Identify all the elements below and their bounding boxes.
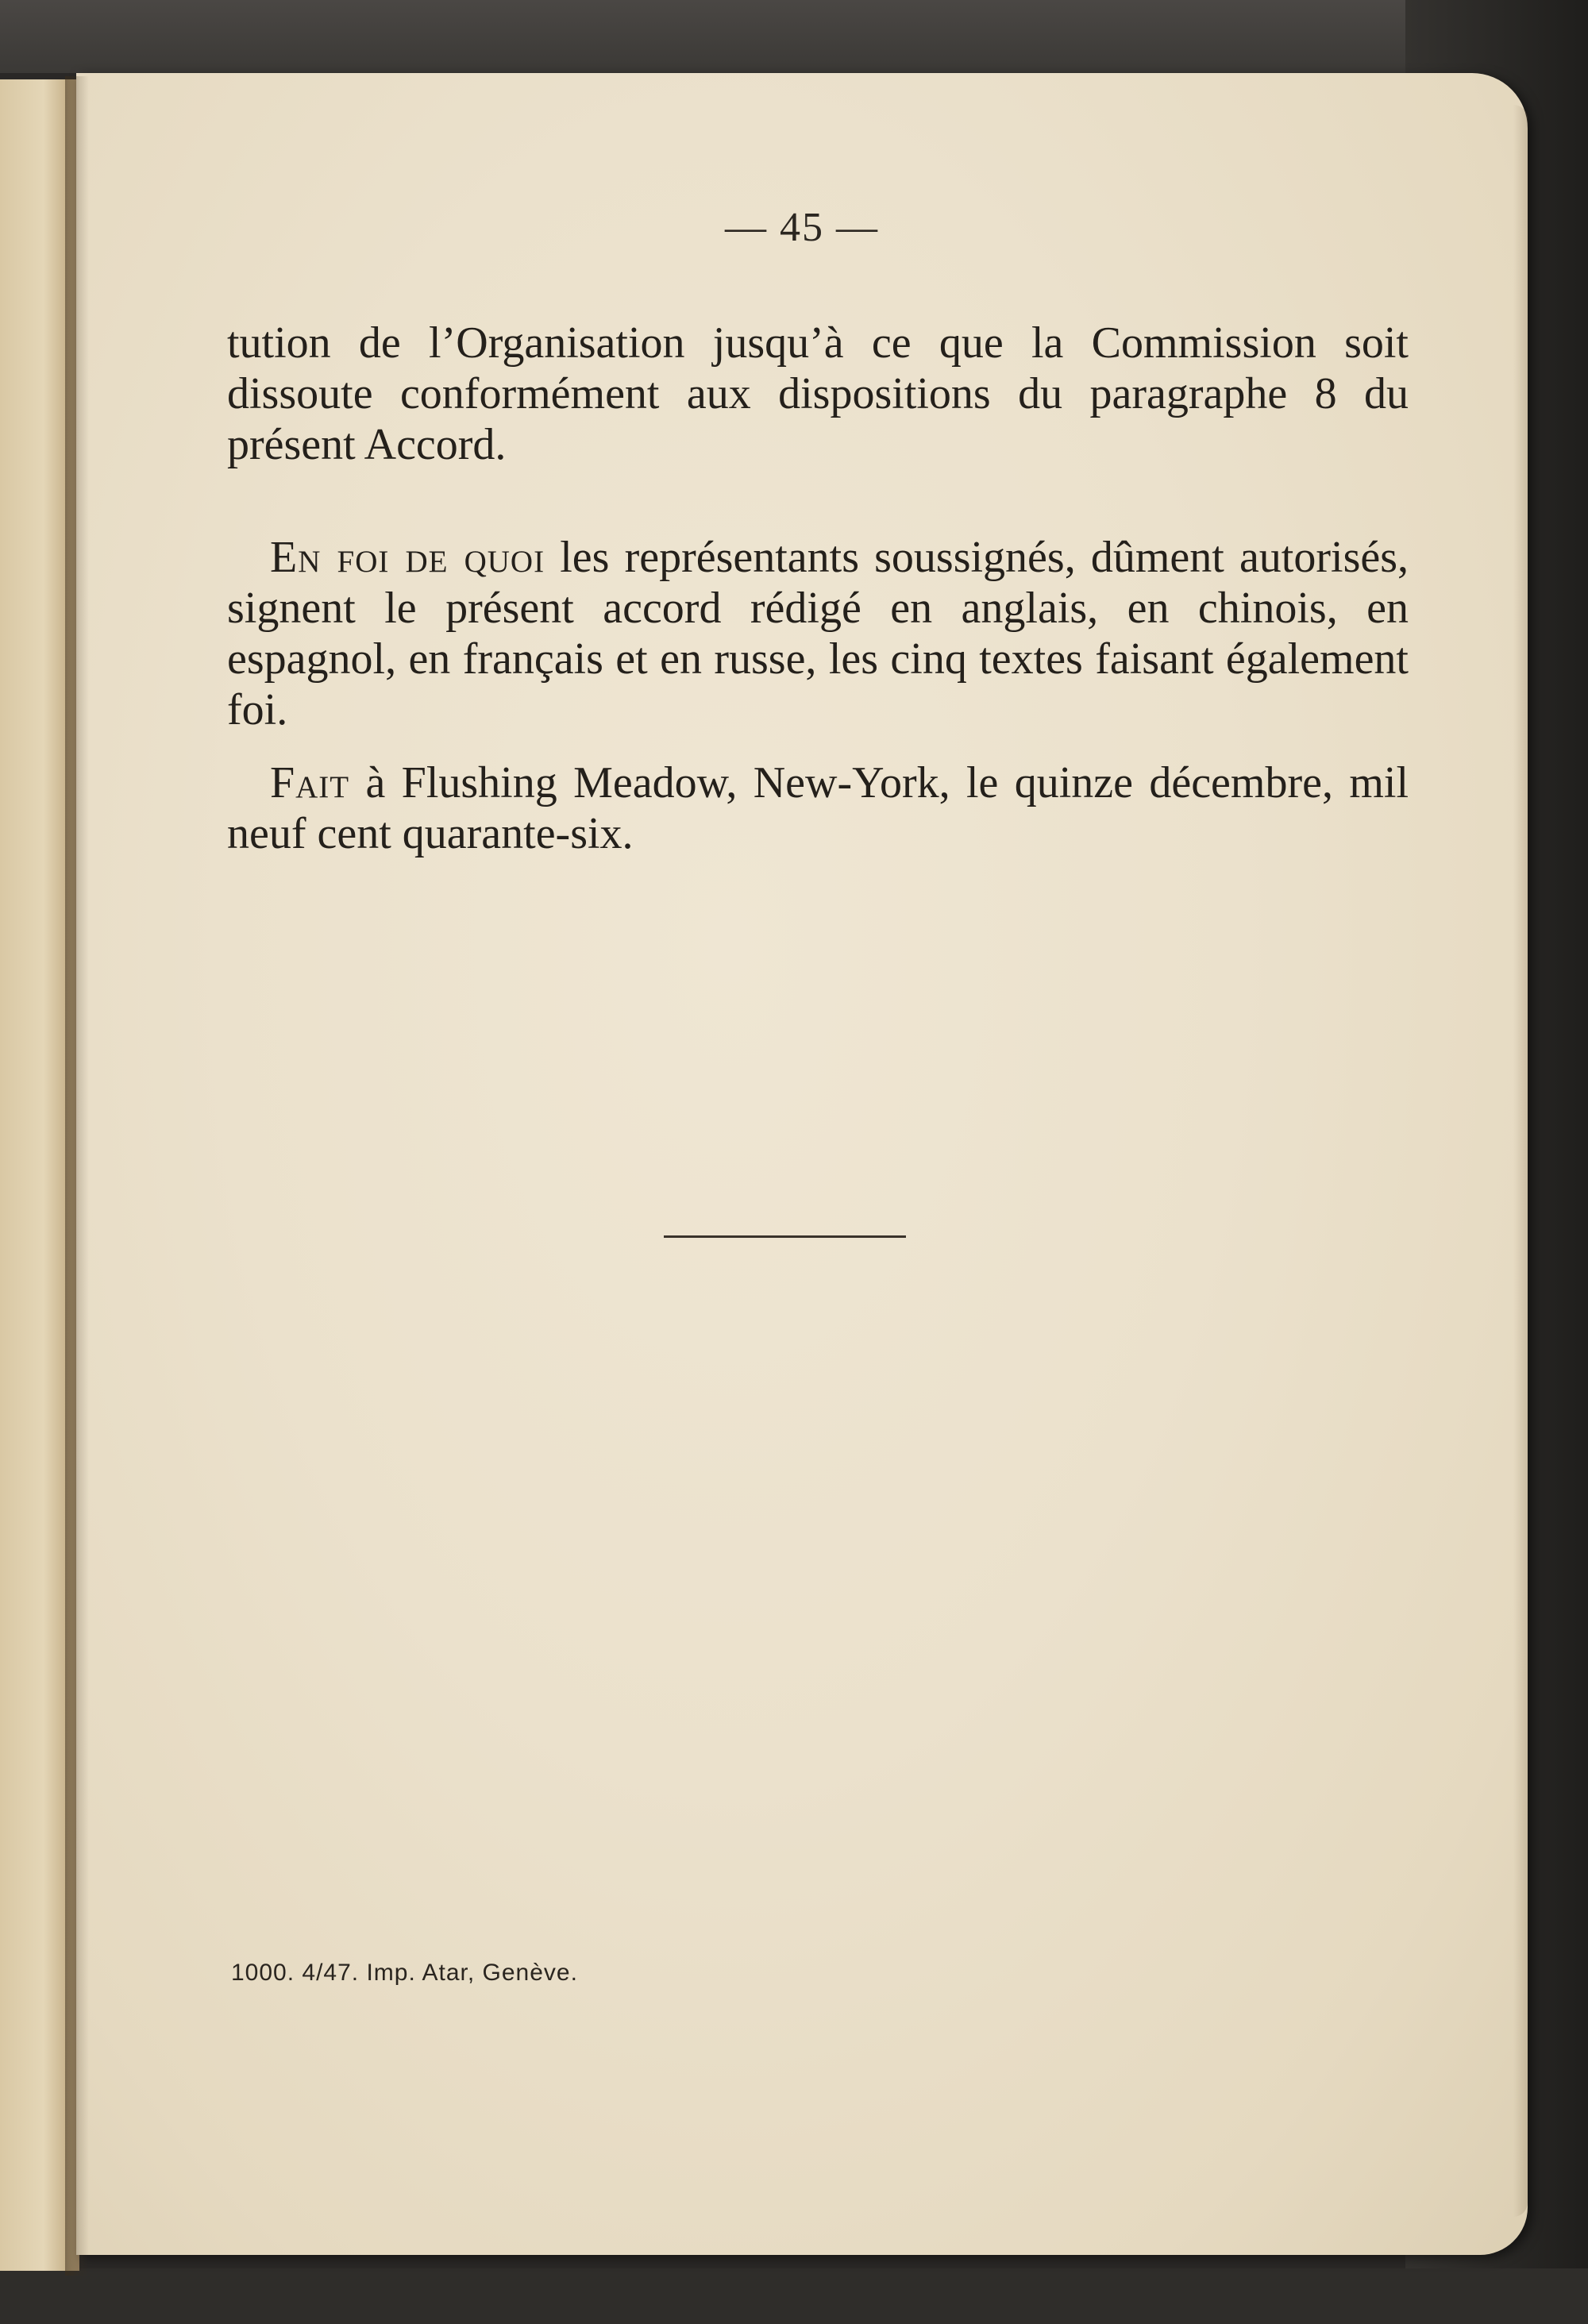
paragraph-text: tution de l’Organisation jusqu’à ce que la Commission soit dissoute conformément aux dispositions du paragraphe 8 du présent Accord. [227, 318, 1409, 469]
page-edge-shadow [1513, 105, 1528, 2217]
page-number: — 45 — [725, 205, 879, 250]
end-rule-divider [664, 1235, 906, 1238]
spine-shadow [65, 76, 89, 2276]
paragraph-fait [227, 757, 1409, 859]
paragraph-text: à Flushing Meadow, New-York, le quinze décembre, mil neuf cent quarante-six. [227, 758, 1409, 858]
paragraph-continuation [227, 318, 1409, 470]
book-page [76, 73, 1528, 2255]
scan-background-top [0, 0, 1588, 73]
paragraph-en-foi-de-quoi [227, 532, 1409, 735]
paragraph-lead: Fait [270, 758, 350, 807]
paragraph-text: les représentants soussignés, dûment autorisés, signent le présent accord rédigé en anglais, en chinois, en espagnol, en français et en russe, les cinq textes faisant également foi. [227, 533, 1409, 734]
paragraph-lead: En foi de quoi [270, 533, 545, 582]
scan-background-bottom [0, 2268, 1588, 2324]
printer-imprint: 1000. 4/47. Imp. Atar, Genève. [231, 1960, 578, 1986]
